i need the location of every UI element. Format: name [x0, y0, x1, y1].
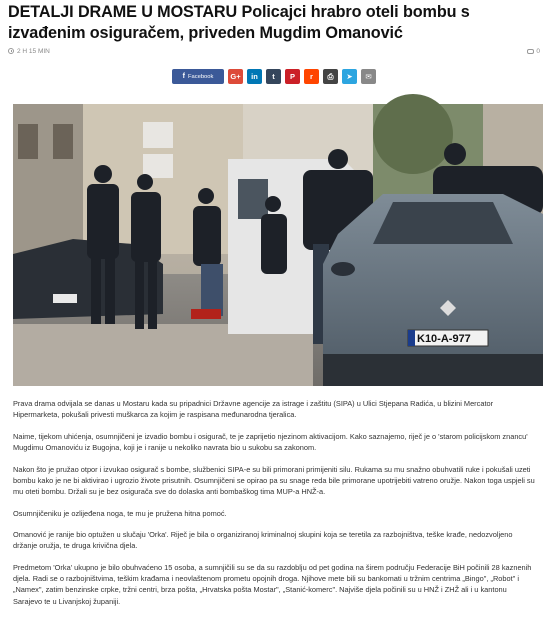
- license-plate: K10-A-977: [417, 333, 471, 345]
- reddit-icon: r: [310, 72, 313, 81]
- facebook-icon: f: [182, 73, 185, 80]
- share-icons: [228, 69, 376, 84]
- scene-photo: [13, 104, 543, 386]
- print-icon: ⎙: [327, 71, 334, 81]
- google-plus-share-button[interactable]: [228, 69, 243, 84]
- headline-rest: Policajci hrabro oteli bombu s izvađenim osiguračem, priveden Mugdim Omanović: [8, 3, 470, 42]
- telegram-share-button[interactable]: [342, 69, 357, 84]
- article-headline: [8, 2, 542, 44]
- time-ago: 2 H 15 MIN: [17, 47, 50, 55]
- article-paragraph: Prava drama odvijala se danas u Mostaru kada su pripadnici Državne agencije za istrage i zaštitu (SIPA) u Ulici Stjepana Radića, u blizini Mercator Hipermarketa, pokušali privesti muškarca za kojim je raspisana međunarodna tjeralica.: [13, 399, 494, 420]
- article-body: [13, 398, 537, 617]
- email-icon: ✉: [365, 72, 372, 81]
- article-paragraph: Predmetom 'Orka' ukupno je bilo obuhvaćeno 15 osoba, a sumnjičili su se da su razdoblju od pet godina na širem području Federacije BiH počinili 28 kaznenih djela. Radi se o razbojništvima, teškim krađama i neovlaštenom prometu opojnih droga. Njihove mete bili su bankomati u tržnim centrima „Bingo", „Robot" i „Namex", zatim benzinske crpke, tržni centri, brza pošta, „Hrvatska pošta Mostar", „Stanić-komerc". Najviše djela počinili su u HNŽ i ZHŽ ali i u kantonu Sarajevo te u Livanjskoj županiji.: [13, 562, 532, 606]
- article-paragraph: Omanović je ranije bio optužen u slučaju 'Orka'. Riječ je bila o organiziranoj kriminalnoj skupini koja se teretila za razbojništva, teške krađe, nedozvoljeno držanje oružja, te druga krivična djela.: [13, 530, 513, 551]
- email-share-button[interactable]: [361, 69, 376, 84]
- article-photo: [13, 104, 543, 386]
- article-meta: [8, 45, 540, 57]
- linkedin-share-button[interactable]: [247, 69, 262, 84]
- share-bar: [172, 69, 376, 84]
- comment-count: 0: [536, 47, 540, 55]
- google-plus-icon: G+: [230, 72, 241, 81]
- facebook-share-button[interactable]: [172, 69, 224, 84]
- article-paragraph: Nakon što je pružao otpor i izvukao osigurač s bombe, službenici SIPA-e su bili primorani primijeniti silu. Rukama su mu snažno obuhvatili ruke i pokušali uzeti bombu kako je ne bi aktivirao i ugrozio živote prisutnih. Osumnjičeni se opirao pa su snage reda bile primorane upotrijebiti vatreno oružje. Nakon toga uspjeli su mu oteti bombu. Držali su je bez osigurača sve do dolaska anti bombaškog tima MUP-a HNŽ-a.: [13, 464, 535, 496]
- linkedin-icon: in: [251, 72, 258, 81]
- tumblr-icon: t: [272, 72, 275, 81]
- headline-caps: DETALJI DRAME U MOSTARU: [8, 3, 238, 21]
- print-share-button[interactable]: [323, 69, 338, 84]
- facebook-share-label: Facebook: [187, 73, 214, 80]
- comment-icon: [527, 49, 534, 54]
- clock-icon: [8, 48, 14, 54]
- pinterest-share-button[interactable]: [285, 69, 300, 84]
- article-paragraph: Naime, tijekom uhićenja, osumnjičeni je izvadio bombu i osigurač, te je zaprijetio njezinom aktivacijom. Kako saznajemo, riječ je o 'starom policijskom znancu' Mugdimu Omanoviću iz Bugojna, koji je i ranije u nekoliko navrata bio u sukobu sa zakonom.: [13, 431, 528, 452]
- article-paragraph: Osumnjičeniku je ozlijeđena noga, te mu je pružena hitna pomoć.: [13, 508, 227, 518]
- comments-link[interactable]: [527, 48, 540, 55]
- pinterest-icon: P: [289, 72, 295, 81]
- tumblr-share-button[interactable]: [266, 69, 281, 84]
- telegram-icon: ➤: [346, 72, 353, 81]
- reddit-share-button[interactable]: [304, 69, 319, 84]
